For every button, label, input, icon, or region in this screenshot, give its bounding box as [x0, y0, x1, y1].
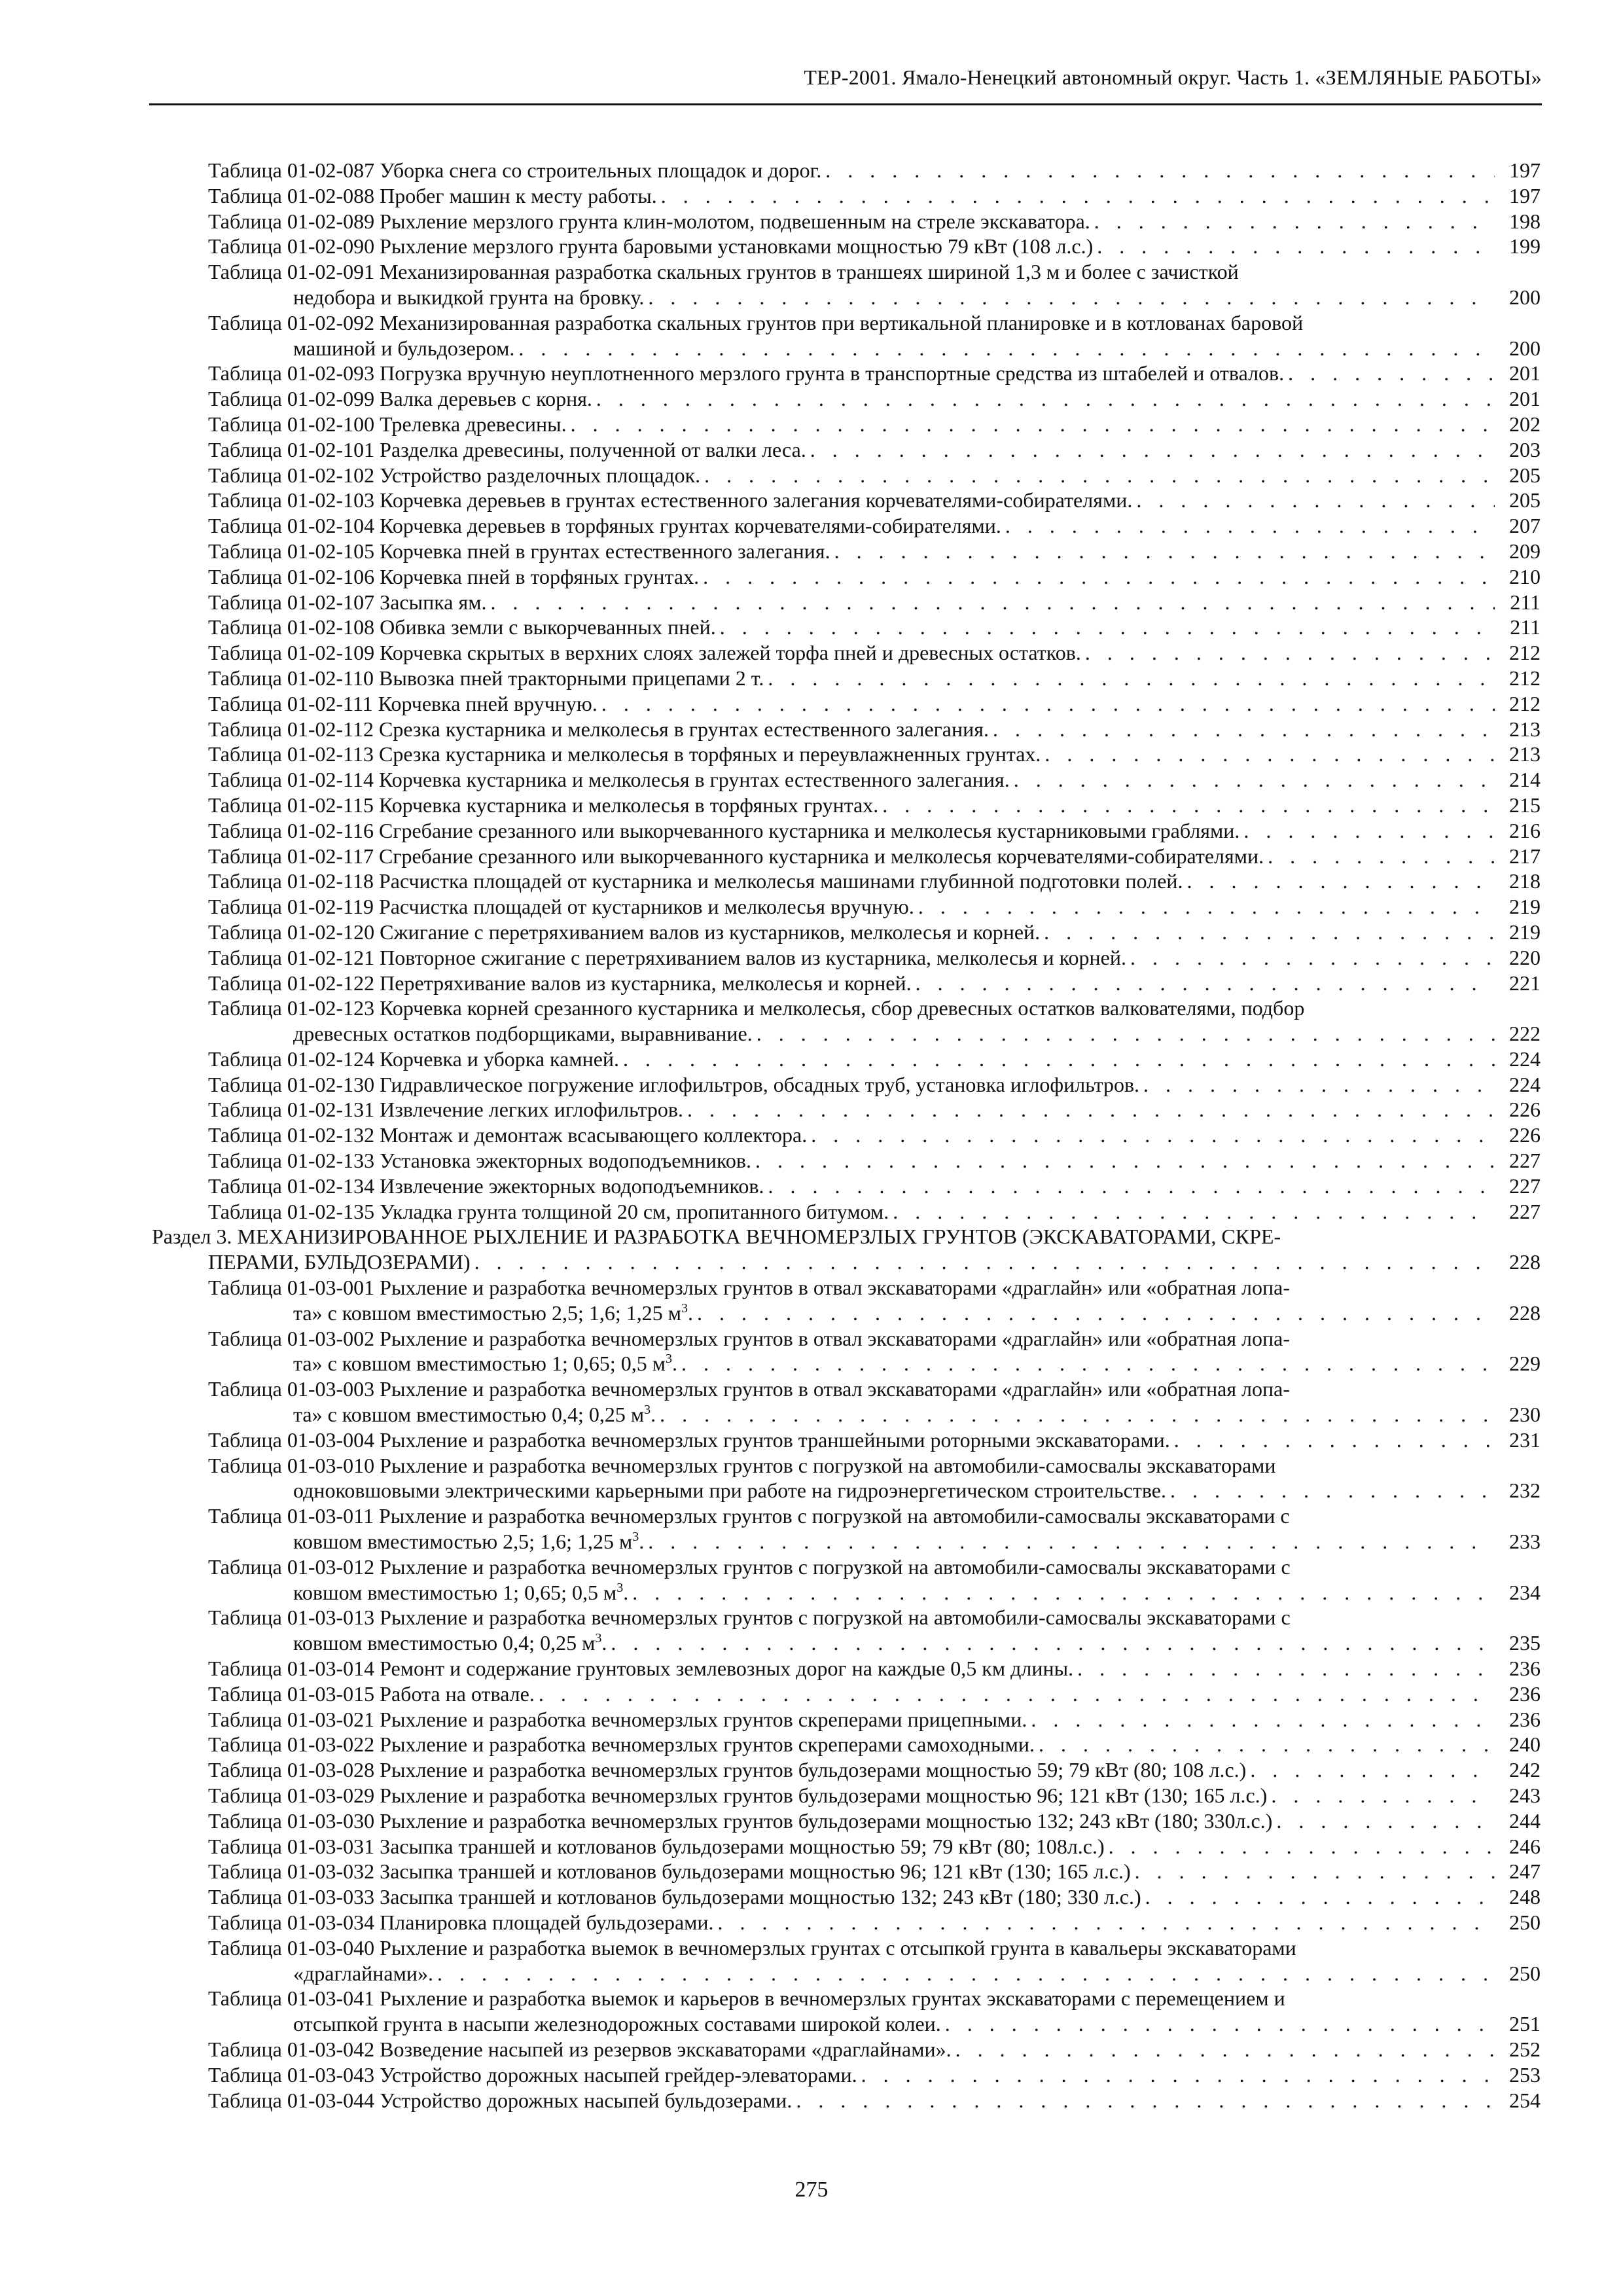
- toc-entry[interactable]: [152, 742, 1541, 767]
- dot-leader: [893, 1199, 1495, 1225]
- toc-entry[interactable]: [152, 691, 1541, 717]
- toc-entry[interactable]: [152, 1732, 1541, 1757]
- toc-entry-title: Таблица 01-03-029 Рыхление и разработка вечномерзлых грунтов бульдозерами мощностью 96; 121 кВт (130; 165 л.с.): [208, 1784, 1268, 1807]
- superscript: 3: [595, 1631, 602, 1646]
- toc-entry-title: ковшом вместимостью 2,5; 1,6; 1,25 $м^3$.: [293, 1530, 645, 1554]
- toc-entry[interactable]: [152, 1757, 1541, 1783]
- toc-page-number: 198: [1509, 209, 1541, 233]
- toc-entry-title: Таблица 01-02-124 Корчевка и уборка камней.: [208, 1047, 620, 1071]
- toc-page-number: 227: [1509, 1149, 1541, 1173]
- toc-page-number: 254: [1509, 2088, 1541, 2112]
- toc-entry-title: Таблица 01-03-004 Рыхление и разработка вечномерзлых грунтов траншейными роторными экскаваторами.: [208, 1427, 1170, 1452]
- dot-leader: [1077, 1656, 1495, 1681]
- toc-entry-first-line: Таблица 01-03-001 Рыхление и разработка вечномерзлых грунтов в отвал экскаваторами «драглайн» или «обратная лопа-: [208, 1276, 1290, 1300]
- dot-leader: [437, 1961, 1495, 1986]
- toc-page-number: 234: [1509, 1580, 1541, 1604]
- toc-page-number: 216: [1509, 818, 1541, 842]
- toc-entry-first-line: Таблица 01-02-092 Механизированная разработка скальных грунтов при вертикальной планировке и в котлованах баровой: [208, 310, 1304, 334]
- dot-leader: [834, 539, 1495, 564]
- toc-page-number: 218: [1509, 869, 1541, 893]
- toc-entry[interactable]: [152, 488, 1541, 513]
- toc-entry[interactable]: [152, 1859, 1541, 1884]
- dot-leader: [1135, 1859, 1495, 1884]
- toc-entry[interactable]: [152, 1707, 1541, 1732]
- superscript: 3: [644, 1403, 651, 1418]
- toc-entry-title: Таблица 01-02-106 Корчевка пней в торфяных грунтах.: [208, 564, 700, 588]
- toc-entry[interactable]: [152, 1834, 1541, 1859]
- toc-page-number: 213: [1509, 717, 1541, 741]
- toc-page-number: 201: [1509, 387, 1541, 411]
- toc-entry[interactable]: [152, 1453, 1541, 1504]
- toc-entry-title: Таблица 01-02-115 Корчевка кустарника и мелколесья в торфяных грунтах.: [208, 793, 879, 817]
- toc-entry[interactable]: [152, 1097, 1541, 1122]
- toc-entry[interactable]: [152, 259, 1541, 310]
- dot-leader: [755, 1148, 1495, 1174]
- toc-entry[interactable]: [152, 361, 1541, 386]
- toc-entry[interactable]: [152, 437, 1541, 463]
- toc-entry-title: та» с ковшом вместимостью 2,5; 1,6; 1,25 $м^3$.: [293, 1300, 693, 1325]
- toc-page-number: 236: [1509, 1707, 1541, 1731]
- toc-page-number: 226: [1509, 1123, 1541, 1147]
- dot-leader: [1094, 209, 1495, 234]
- toc-page-number: 230: [1509, 1403, 1541, 1427]
- toc-entry-title: Таблица 01-02-120 Сжигание с перетряхиванием валов из кустарников, мелколесья и корней.: [208, 920, 1041, 944]
- toc-entry-title: Таблица 01-02-088 Пробег машин к месту работы.: [208, 183, 657, 207]
- dot-leader: [1271, 1783, 1495, 1808]
- dot-leader: [1044, 742, 1495, 767]
- dot-leader: [1288, 361, 1495, 386]
- toc-page-number: 242: [1509, 1758, 1541, 1782]
- toc-page-number: 240: [1509, 1732, 1541, 1757]
- dot-leader: [687, 1097, 1495, 1122]
- toc-entry[interactable]: [152, 2062, 1541, 2088]
- toc-entry-first-line: Таблица 01-02-091 Механизированная разработка скальных грунтов в траншеях шириной 1,3 м и более с зачисткой: [208, 260, 1239, 284]
- toc-entry[interactable]: [152, 310, 1541, 361]
- toc-entry[interactable]: [152, 1681, 1541, 1707]
- toc-entry[interactable]: [152, 640, 1541, 666]
- toc-page-number: 215: [1509, 793, 1541, 817]
- toc-entry-title: Таблица 01-02-103 Корчевка деревьев в грунтах естественного залегания корчевателями-собирателями.: [208, 488, 1133, 512]
- dot-leader: [661, 183, 1495, 209]
- toc-entry-title: Таблица 01-02-122 Перетряхивание валов из кустарника, мелколесья и корней.: [208, 971, 912, 995]
- toc-entry[interactable]: [152, 1503, 1541, 1554]
- dot-leader: [1130, 945, 1495, 971]
- toc-entry-title: отсыпкой грунта в насыпи железнодорожных составами широкой колеи.: [293, 2012, 941, 2036]
- toc-entry[interactable]: [152, 971, 1541, 996]
- toc-entry-first-line: Таблица 01-03-002 Рыхление и разработка вечномерзлых грунтов в отвал экскаваторами «драглайн» или «обратная лопа-: [208, 1326, 1290, 1350]
- dot-leader: [1174, 1427, 1495, 1453]
- toc-entry-title: ковшом вместимостью 1; 0,65; 0,5 $м^3$.: [293, 1580, 629, 1604]
- dot-leader: [1268, 844, 1495, 869]
- toc-entry-title: машиной и бульдозером.: [293, 336, 515, 360]
- dot-leader: [918, 894, 1495, 920]
- toc-entry[interactable]: [152, 463, 1541, 488]
- toc-entry-first-line: Таблица 01-03-041 Рыхление и разработка выемок и карьеров в вечномерзлых грунтах экскаваторами с перемещением и: [208, 1986, 1285, 2011]
- toc-page-number: 201: [1509, 361, 1541, 386]
- superscript: 3: [665, 1352, 672, 1367]
- toc-page-number: 251: [1509, 2012, 1541, 2036]
- toc-entry-title: та» с ковшом вместимостью 1; 0,65; 0,5 $м^3$.: [293, 1352, 677, 1376]
- dot-leader: [861, 2062, 1495, 2088]
- toc-entry-first-line: Раздел 3. МЕХАНИЗИРОВАННОЕ РЫХЛЕНИЕ И РАЗРАБОТКА ВЕЧНОМЕРЗЛЫХ ГРУНТОВ (ЭКСКАВАТОРАМИ, СКРЕ-: [152, 1225, 1281, 1249]
- toc-entry-title: Таблица 01-02-104 Корчевка деревьев в торфяных грунтах корчевателями-собирателями.: [208, 514, 1001, 538]
- dot-leader: [945, 2011, 1495, 2037]
- toc-entry[interactable]: [152, 1910, 1541, 1935]
- dot-leader: [1187, 869, 1495, 894]
- dot-leader: [1031, 1707, 1495, 1732]
- dot-leader: [720, 615, 1495, 640]
- toc-page-number: 205: [1509, 488, 1541, 512]
- toc-entry[interactable]: [152, 996, 1541, 1047]
- toc-page-number: 212: [1509, 691, 1541, 715]
- dot-leader: [518, 336, 1495, 361]
- toc-entry[interactable]: [152, 539, 1541, 564]
- toc-entry-title: Таблица 01-02-119 Расчистка площадей от кустарников и мелколесья вручную.: [208, 895, 914, 919]
- toc-entry[interactable]: [152, 386, 1541, 412]
- toc-entry-title: древесных остатков подборщиками, выравнивание.: [293, 1022, 753, 1046]
- dot-leader: [660, 1402, 1495, 1427]
- dot-leader: [1097, 234, 1495, 259]
- dot-leader: [768, 666, 1495, 691]
- dot-leader: [648, 1529, 1495, 1554]
- page-number: 275: [794, 2178, 829, 2202]
- toc-page-number: 250: [1509, 1961, 1541, 1985]
- dot-leader: [810, 437, 1495, 463]
- toc-entry[interactable]: [152, 717, 1541, 742]
- toc-page-number: 203: [1509, 437, 1541, 461]
- dot-leader: [648, 285, 1495, 310]
- toc-entry[interactable]: [152, 1174, 1541, 1199]
- toc-page-number: 207: [1509, 514, 1541, 538]
- toc-entry-title: Таблица 01-03-028 Рыхление и разработка вечномерзлых грунтов бульдозерами мощностью 59; 79 кВт (80; 108 л.с.): [208, 1758, 1247, 1782]
- toc-entry-first-line: Таблица 01-02-123 Корчевка корней срезанного кустарника и мелколесья, сбор древесных остатков валкователями, подбор: [208, 996, 1305, 1020]
- toc-entry-title: Таблица 01-02-132 Монтаж и демонтаж всасывающего коллектора.: [208, 1123, 808, 1147]
- toc-entry-first-line: Таблица 01-03-003 Рыхление и разработка вечномерзлых грунтов в отвал экскаваторами «драглайн» или «обратная лопа-: [208, 1377, 1290, 1401]
- toc-entry-title: Таблица 01-02-130 Гидравлическое погружение иглофильтров, обсадных труб, установка иглофильтров.: [208, 1072, 1140, 1096]
- toc-page-number: 209: [1509, 539, 1541, 563]
- toc-entry-title: Таблица 01-03-022 Рыхление и разработка вечномерзлых грунтов скреперами самоходными.: [208, 1732, 1035, 1757]
- toc-entry[interactable]: [152, 1884, 1541, 1910]
- dot-leader: [993, 717, 1495, 742]
- dot-leader: [955, 2037, 1495, 2062]
- dot-leader: [916, 971, 1495, 996]
- toc-page-number: 200: [1509, 285, 1541, 309]
- superscript: 3: [632, 1530, 639, 1545]
- toc-page-number: 247: [1509, 1859, 1541, 1884]
- toc-entry[interactable]: [152, 2037, 1541, 2062]
- dot-leader: [1136, 488, 1495, 513]
- toc-entry[interactable]: [152, 1326, 1541, 1377]
- dot-leader: [601, 691, 1495, 717]
- toc-entry[interactable]: [152, 945, 1541, 971]
- dot-leader: [632, 1580, 1495, 1605]
- dot-leader: [1170, 1478, 1495, 1503]
- toc-page-number: 226: [1509, 1098, 1541, 1122]
- dot-leader: [882, 793, 1495, 818]
- toc-entry-title: ковшом вместимостью 0,4; 0,25 $м^3$.: [293, 1631, 607, 1655]
- toc-page-number: 219: [1509, 895, 1541, 919]
- toc-entry-title: Таблица 01-02-133 Установка эжекторных водоподъемников.: [208, 1149, 752, 1173]
- toc-entry-title: Таблица 01-03-032 Засыпка траншей и котлованов бульдозерами мощностью 96; 121 кВт (130; 165 л.с.): [208, 1859, 1131, 1884]
- dot-leader: [1143, 1072, 1495, 1098]
- toc-entry-first-line: Таблица 01-03-010 Рыхление и разработка вечномерзлых грунтов с погрузкой на автомобили-самосвалы экскаваторами: [208, 1453, 1276, 1477]
- toc-entry-first-line: Таблица 01-03-011 Рыхление и разработка вечномерзлых грунтов с погрузкой на автомобили-самосвалы экскаваторами с: [208, 1504, 1290, 1528]
- dot-leader: [623, 1047, 1495, 1072]
- toc-entry-title: Таблица 01-02-110 Вывозка пней тракторными прицепами 2 т.: [208, 666, 764, 690]
- toc-entry[interactable]: [152, 1072, 1541, 1098]
- toc-page-number: 214: [1509, 768, 1541, 792]
- dot-leader: [718, 1910, 1495, 1935]
- dot-leader: [704, 463, 1495, 488]
- toc-entry[interactable]: [152, 1935, 1541, 1986]
- dot-leader: [757, 1021, 1495, 1047]
- toc-entry-title: Таблица 01-02-099 Валка деревьев с корня.: [208, 387, 592, 411]
- header-rule: [149, 103, 1542, 105]
- toc-entry-title: Таблица 01-02-107 Засыпка ям.: [208, 590, 487, 614]
- toc-entry-title: Таблица 01-02-100 Трелевка древесины.: [208, 412, 567, 436]
- toc-entry[interactable]: [152, 1986, 1541, 2037]
- toc-entry-title: одноковшовыми электрическими карьерными при работе на гидроэнергетическом строительстве.: [293, 1479, 1166, 1503]
- dot-leader: [703, 564, 1495, 590]
- toc-page-number: 253: [1509, 2062, 1541, 2087]
- toc-page-number: 246: [1509, 1834, 1541, 1858]
- toc-page-number: 231: [1509, 1427, 1541, 1452]
- toc-page-number: 197: [1509, 183, 1541, 207]
- dot-leader: [768, 1174, 1495, 1199]
- toc-page-number: 227: [1509, 1174, 1541, 1198]
- toc-page-number: 244: [1509, 1808, 1541, 1833]
- toc-page-number: 212: [1509, 666, 1541, 690]
- toc-entry[interactable]: [152, 1148, 1541, 1174]
- toc-entry[interactable]: [152, 1656, 1541, 1681]
- toc-entry[interactable]: [152, 1554, 1541, 1605]
- toc-entry-title: Таблица 01-02-108 Обивка земли с выкорчеванных пней.: [208, 615, 716, 639]
- dot-leader: [596, 386, 1495, 412]
- dot-leader: [1276, 1808, 1495, 1834]
- toc-entry[interactable]: [152, 767, 1541, 793]
- toc-page-number: 233: [1509, 1530, 1541, 1554]
- toc-page-number: 211: [1510, 590, 1541, 614]
- toc-page-number: 250: [1509, 1910, 1541, 1934]
- toc-entry[interactable]: [152, 412, 1541, 437]
- toc-page-number: 236: [1509, 1657, 1541, 1681]
- toc-entry[interactable]: [152, 2088, 1541, 2113]
- toc-entry-title: Таблица 01-02-102 Устройство разделочных площадок.: [208, 463, 701, 487]
- dot-leader: [490, 590, 1495, 615]
- dot-leader: [1250, 1757, 1495, 1783]
- toc-entry-title: Таблица 01-03-031 Засыпка траншей и котлованов бульдозерами мощностью 59; 79 кВт (80; 108л.с.): [208, 1834, 1105, 1858]
- toc-entry-title: Таблица 01-02-093 Погрузка вручную неуплотненного мерзлого грунта в транспортные средства из штабелей и отвалов.: [208, 361, 1285, 386]
- dot-leader: [1044, 920, 1495, 945]
- toc-page-number: 211: [1510, 615, 1541, 639]
- toc-page-number: 202: [1509, 412, 1541, 436]
- toc-entry-title: Таблица 01-03-021 Рыхление и разработка вечномерзлых грунтов скреперами прицепными.: [208, 1707, 1027, 1731]
- toc-page-number: 243: [1509, 1784, 1541, 1807]
- toc-page-number: 221: [1509, 971, 1541, 995]
- toc-entry[interactable]: [152, 1047, 1541, 1072]
- toc-page-number: 210: [1509, 564, 1541, 588]
- dot-leader: [1014, 767, 1495, 793]
- toc-entry-title: Таблица 01-03-043 Устройство дорожных насыпей грейдер-элеваторами.: [208, 2062, 857, 2087]
- dot-leader: [1145, 1884, 1495, 1910]
- toc-page-number: 200: [1509, 336, 1541, 360]
- toc-section-entry[interactable]: [152, 1224, 1541, 1275]
- toc-entry-title: Таблица 01-03-033 Засыпка траншей и котлованов бульдозерами мощностью 132; 243 кВт (180; 330 л.с.): [208, 1885, 1141, 1909]
- toc-page-number: 212: [1509, 641, 1541, 665]
- toc-entry-title: Таблица 01-02-112 Срезка кустарника и мелколесья в грунтах естественного залегания.: [208, 717, 989, 741]
- dot-leader: [1109, 1834, 1495, 1859]
- toc-entry-title: Таблица 01-02-089 Рыхление мерзлого грунта клин-молотом, подвешенным на стреле экскаватора.: [208, 209, 1090, 233]
- toc-page-number: 222: [1509, 1022, 1541, 1046]
- toc-entry[interactable]: [152, 1122, 1541, 1148]
- superscript: 3: [681, 1300, 688, 1316]
- toc-entry[interactable]: [152, 1605, 1541, 1656]
- toc-page-number: 217: [1509, 844, 1541, 868]
- toc-page-number: 199: [1509, 234, 1541, 259]
- toc-entry[interactable]: [152, 1275, 1541, 1326]
- toc-page-number: 248: [1509, 1885, 1541, 1909]
- table-of-contents: [152, 158, 1541, 2113]
- toc-entry-title: Таблица 01-02-105 Корчевка пней в грунтах естественного залегания.: [208, 539, 830, 563]
- dot-leader: [825, 158, 1495, 183]
- dot-leader: [796, 2088, 1495, 2113]
- dot-leader: [1039, 1732, 1495, 1757]
- toc-entry[interactable]: [152, 1376, 1541, 1427]
- toc-page-number: 227: [1509, 1199, 1541, 1223]
- toc-entry[interactable]: [152, 1199, 1541, 1225]
- toc-entry[interactable]: [152, 590, 1541, 615]
- toc-entry-title: Таблица 01-02-134 Извлечение эжекторных водоподъемников.: [208, 1174, 764, 1198]
- dot-leader: [539, 1681, 1495, 1707]
- toc-entry[interactable]: [152, 920, 1541, 945]
- toc-page-number: 219: [1509, 920, 1541, 944]
- toc-page-number: 224: [1509, 1072, 1541, 1096]
- toc-entry[interactable]: [152, 1808, 1541, 1834]
- toc-page-number: 235: [1509, 1631, 1541, 1655]
- toc-entry[interactable]: [152, 666, 1541, 691]
- toc-entry[interactable]: [152, 209, 1541, 234]
- toc-entry[interactable]: [152, 564, 1541, 590]
- toc-entry-title: Таблица 01-02-118 Расчистка площадей от кустарника и мелколесья машинами глубинной подготовки полей.: [208, 869, 1183, 893]
- dot-leader: [474, 1249, 1495, 1275]
- toc-entry-title: Таблица 01-03-014 Ремонт и содержание грунтовых землевозных дорог на каждые 0,5 км длины.: [208, 1657, 1074, 1681]
- toc-page-number: 224: [1509, 1047, 1541, 1071]
- toc-entry[interactable]: [152, 1427, 1541, 1453]
- toc-entry[interactable]: [152, 793, 1541, 818]
- toc-entry-title: Таблица 01-03-044 Устройство дорожных насыпей бульдозерами.: [208, 2088, 793, 2112]
- toc-entry-title: Таблица 01-03-042 Возведение насыпей из резервов экскаваторами «драглайнами».: [208, 2037, 952, 2061]
- toc-page-number: 236: [1509, 1681, 1541, 1706]
- toc-entry[interactable]: [152, 818, 1541, 844]
- toc-entry-title: Таблица 01-02-111 Корчевка пней вручную.: [208, 691, 597, 715]
- toc-entry-title: «драглайнами».: [293, 1961, 433, 1985]
- toc-page-number: 229: [1509, 1352, 1541, 1376]
- toc-entry[interactable]: [152, 1783, 1541, 1808]
- superscript: 3: [616, 1580, 624, 1595]
- toc-entry[interactable]: [152, 158, 1541, 183]
- running-header: ТЕР-2001. Ямало-Ненецкий автономный округ. Часть 1. «ЗЕМЛЯНЫЕ РАБОТЫ»: [804, 65, 1542, 89]
- toc-entry-title: Таблица 01-02-116 Сгребание срезанного или выкорчеванного кустарника и мелколесья кустарниковыми граблями.: [208, 818, 1240, 842]
- toc-entry[interactable]: [152, 234, 1541, 259]
- dot-leader: [1085, 640, 1495, 666]
- toc-page-number: 228: [1509, 1250, 1541, 1274]
- toc-entry-title: Таблица 01-02-114 Корчевка кустарника и мелколесья в грунтах естественного залегания.: [208, 768, 1010, 792]
- dot-leader: [697, 1300, 1495, 1326]
- toc-entry[interactable]: [152, 869, 1541, 894]
- toc-page-number: 197: [1509, 158, 1541, 182]
- toc-entry-title: Таблица 01-02-121 Повторное сжигание с перетряхиванием валов из кустарника, мелколесья и корней.: [208, 945, 1126, 969]
- toc-entry-title: Таблица 01-02-087 Уборка снега со строительных площадок и дорог.: [208, 158, 822, 182]
- toc-entry-title: та» с ковшом вместимостью 0,4; 0,25 $м^3$.: [293, 1403, 656, 1427]
- toc-entry-first-line: Таблица 01-03-040 Рыхление и разработка выемок в вечномерзлых грунтах с отсыпкой грунта в кавальеры экскаваторами: [208, 1935, 1296, 1960]
- toc-entry-first-line: Таблица 01-03-012 Рыхление и разработка вечномерзлых грунтов с погрузкой на автомобили-самосвалы экскаваторами с: [208, 1554, 1291, 1579]
- toc-entry-title: Таблица 01-02-090 Рыхление мерзлого грунта баровыми установками мощностью 79 кВт (108 л.с.): [208, 234, 1094, 259]
- toc-entry-title: Таблица 01-02-101 Разделка древесины, полученной от валки леса.: [208, 437, 806, 461]
- toc-entry-title: Таблица 01-02-113 Срезка кустарника и мелколесья в торфяных и переувлажненных грунтах.: [208, 742, 1041, 766]
- toc-entry[interactable]: [152, 894, 1541, 920]
- toc-page-number: 220: [1509, 945, 1541, 969]
- toc-entry-title: Таблица 01-02-117 Сгребание срезанного или выкорчеванного кустарника и мелколесья корчевателями-собирателями.: [208, 844, 1264, 868]
- toc-page-number: 213: [1509, 742, 1541, 766]
- toc-page-number: 232: [1509, 1479, 1541, 1503]
- toc-entry[interactable]: [152, 844, 1541, 869]
- toc-entry[interactable]: [152, 183, 1541, 209]
- toc-entry-title: Таблица 01-03-030 Рыхление и разработка вечномерзлых грунтов бульдозерами мощностью 132; 243 кВт (180; 330л.с.): [208, 1808, 1273, 1833]
- toc-entry[interactable]: [152, 615, 1541, 640]
- toc-entry-first-line: Таблица 01-03-013 Рыхление и разработка вечномерзлых грунтов с погрузкой на автомобили-самосвалы экскаваторами с: [208, 1605, 1291, 1630]
- toc-page-number: 228: [1509, 1300, 1541, 1325]
- toc-entry-title: недобора и выкидкой грунта на бровку.: [293, 285, 645, 309]
- toc-entry-title: Таблица 01-02-109 Корчевка скрытых в верхних слоях залежей торфа пней и древесных остатков.: [208, 641, 1081, 665]
- dot-leader: [611, 1630, 1495, 1656]
- toc-entry-title: Таблица 01-02-131 Извлечение легких иглофильтров.: [208, 1098, 683, 1122]
- dot-leader: [681, 1351, 1495, 1376]
- toc-page-number: 252: [1509, 2037, 1541, 2061]
- toc-entry-title: Таблица 01-03-034 Планировка площадей бульдозерами.: [208, 1910, 714, 1934]
- toc-entry[interactable]: [152, 513, 1541, 539]
- dot-leader: [1243, 818, 1495, 844]
- dot-leader: [571, 412, 1495, 437]
- dot-leader: [1005, 513, 1495, 539]
- toc-entry-title: ПЕРАМИ, БУЛЬДОЗЕРАМИ): [208, 1250, 471, 1274]
- toc-entry-title: Таблица 01-03-015 Работа на отвале.: [208, 1681, 535, 1706]
- toc-page-number: 205: [1509, 463, 1541, 487]
- dot-leader: [811, 1122, 1495, 1148]
- toc-entry-title: Таблица 01-02-135 Укладка грунта толщиной 20 см, пропитанного битумом.: [208, 1199, 889, 1223]
